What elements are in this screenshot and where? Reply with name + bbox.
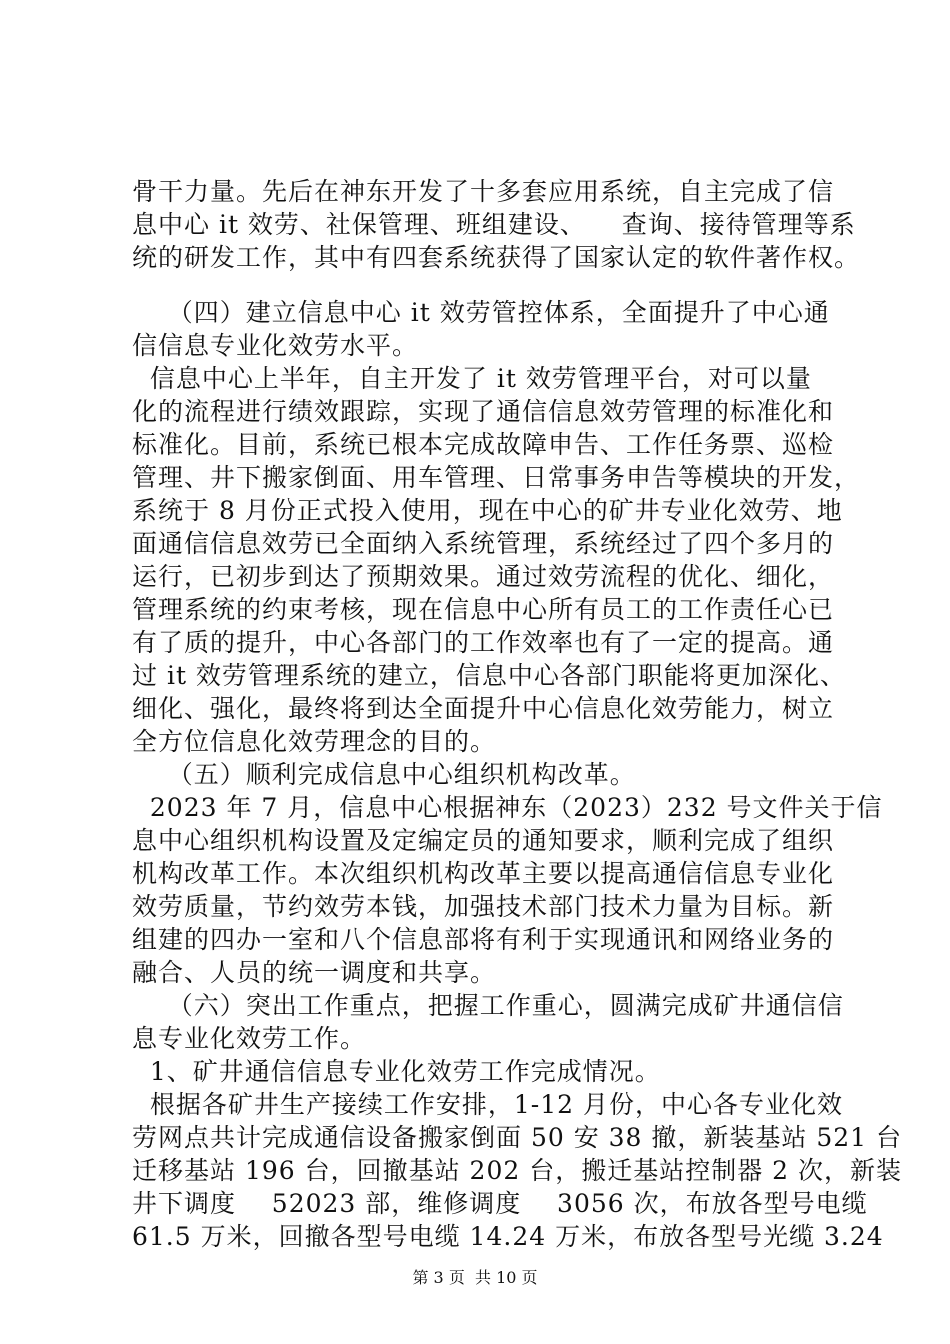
text-line: 2023 年 7 月，信息中心根据神东（2023）232 号文件关于信: [132, 793, 883, 822]
page-number-footer: 第 3 页 共 10 页: [412, 1268, 538, 1287]
text-line: 化的流程进行绩效跟踪，实现了通信信息效劳管理的标准化和: [132, 397, 835, 426]
text-line: 全方位信息化效劳理念的目的。: [132, 727, 497, 756]
text-line: 细化、强化，最终将到达全面提升中心信息化效劳能力，树立: [132, 694, 835, 723]
text-line: 井下调度 52023 部，维修调度 3056 次，布放各型号电缆: [132, 1189, 868, 1218]
subsection-heading: 1、矿井通信信息专业化效劳工作完成情况。: [132, 1057, 661, 1086]
text-line: 标准化。目前，系统已根本完成故障申告、工作任务票、巡检: [132, 430, 835, 459]
text-line: 过 it 效劳管理系统的建立，信息中心各部门职能将更加深化、: [132, 661, 846, 690]
text-line: 效劳质量，节约效劳本钱，加强技术部门技术力量为目标。新: [132, 892, 835, 921]
section-heading: （六）突出工作重点，把握工作重心，圆满完成矿井通信信: [132, 991, 844, 1020]
text-line: 机构改革工作。本次组织机构改革主要以提高通信信息专业化: [132, 859, 835, 888]
text-line: 61.5 万米，回撤各型号电缆 14.24 万米，布放各型号光缆 3.24: [132, 1222, 884, 1251]
text-line: 根据各矿井生产接续工作安排，1-12 月份，中心各专业化效: [132, 1090, 844, 1119]
text-line: 息中心组织机构设置及定编定员的通知要求，顺利完成了组织: [132, 826, 835, 855]
text-line: 运行，已初步到达了预期效果。通过效劳流程的优化、细化，: [132, 562, 835, 591]
text-line: 息专业化效劳工作。: [132, 1024, 367, 1053]
text-line: 迁移基站 196 台，回撤基站 202 台，搬迁基站控制器 2 次，新装: [132, 1156, 903, 1185]
text-line: 骨干力量。先后在神东开发了十多套应用系统，自主完成了信: [132, 177, 835, 206]
text-line: 管理系统的约束考核，现在信息中心所有员工的工作责任心已: [132, 595, 835, 624]
text-line: 息中心 it 效劳、社保管理、班组建设、 查询、接待管理等系: [132, 210, 856, 239]
text-line: 劳网点共计完成通信设备搬家倒面 50 安 38 撤，新装基站 521 台: [132, 1123, 903, 1152]
text-line: 融合、人员的统一调度和共享。: [132, 958, 497, 987]
text-line: 信信息专业化效劳水平。: [132, 331, 419, 360]
text-line: 信息中心上半年，自主开发了 it 效劳管理平台，对可以量: [132, 364, 812, 393]
section-heading: （五）顺利完成信息中心组织机构改革。: [132, 760, 636, 789]
text-line: 统的研发工作，其中有四套系统获得了国家认定的软件著作权。: [132, 243, 861, 272]
text-line: 管理、井下搬家倒面、用车管理、日常事务申告等模块的开发，: [132, 463, 861, 492]
section-heading: （四）建立信息中心 it 效劳管控体系，全面提升了中心通: [132, 298, 830, 327]
text-line: 有了质的提升，中心各部门的工作效率也有了一定的提高。通: [132, 628, 835, 657]
text-line: 系统于 8 月份正式投入使用，现在中心的矿井专业化效劳、地: [132, 496, 843, 525]
text-line: 组建的四办一室和八个信息部将有利于实现通讯和网络业务的: [132, 925, 835, 954]
text-line: 面通信信息效劳已全面纳入系统管理，系统经过了四个多月的: [132, 529, 835, 558]
